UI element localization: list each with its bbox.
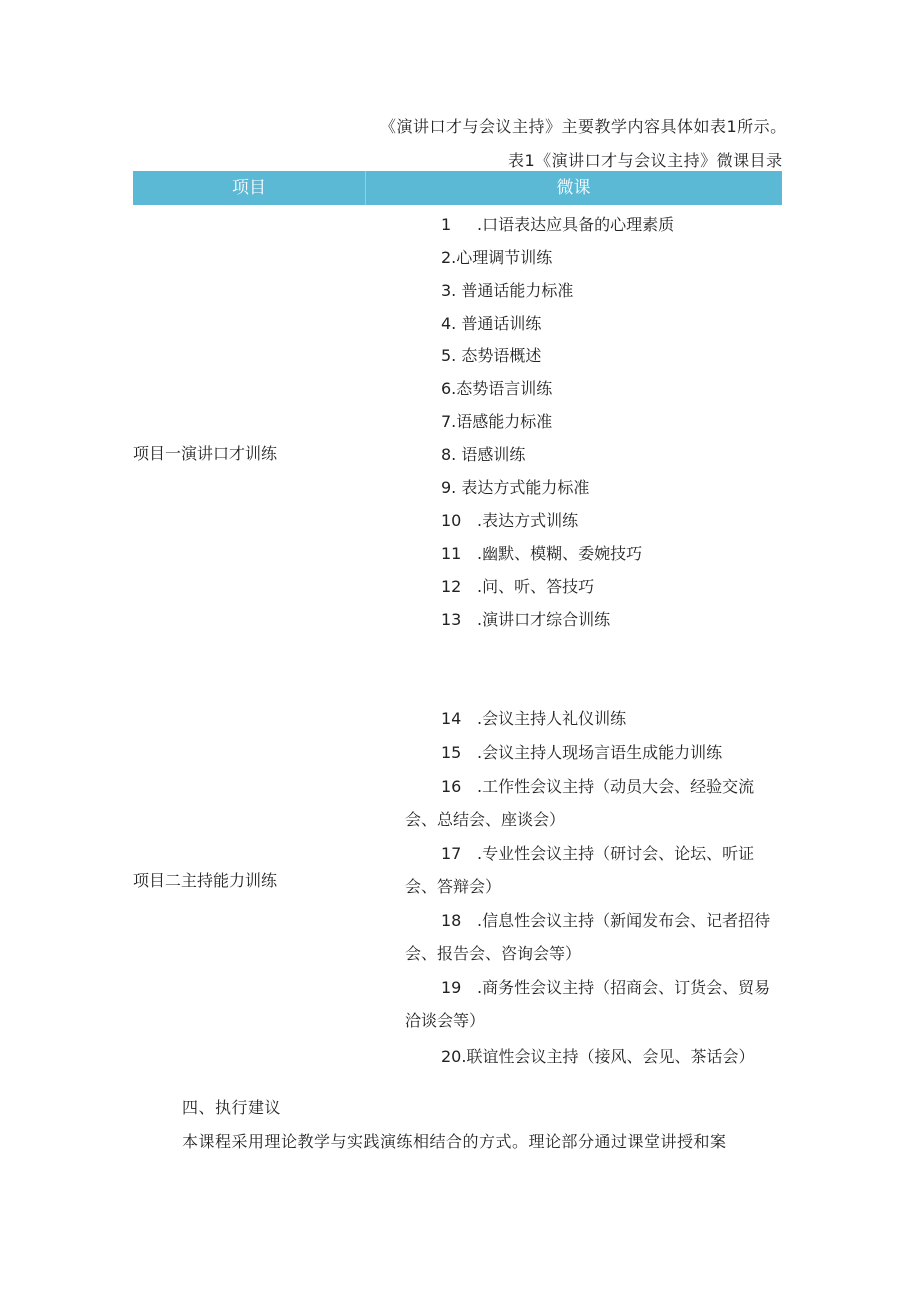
lesson-item	[441, 707, 626, 731]
lesson-title: .专业性会议主持（研讨会、论坛、听证会、答辩会）	[405, 844, 755, 896]
lesson-title: .表达方式训练	[477, 511, 579, 530]
lesson-number: 19	[441, 978, 462, 997]
lesson-title: .联谊性会议主持（接风、会见、茶话会）	[461, 1047, 755, 1066]
lesson-number: 3.	[441, 281, 457, 300]
lesson-number: 9.	[441, 478, 457, 497]
intro-text: 《演讲口才与会议主持》主要教学内容具体如表1所示。	[380, 117, 787, 136]
lesson-title: .问、听、答技巧	[477, 577, 595, 596]
lesson-item	[405, 971, 780, 1037]
header-lesson: 微课	[556, 178, 591, 198]
lesson-number: 18	[441, 911, 462, 930]
lesson-title: .会议主持人现场言语生成能力训练	[477, 743, 723, 762]
lesson-item	[441, 509, 578, 533]
lesson-number: 15	[441, 743, 462, 762]
lesson-title: .信息性会议主持（新闻发布会、记者招待会、报告会、咨询会等）	[405, 911, 771, 963]
lesson-item	[441, 312, 541, 336]
lesson-title: .商务性会议主持（招商会、订货会、贸易洽谈会等）	[405, 978, 771, 1030]
lesson-item	[405, 770, 780, 836]
lesson-title: .口语表达应具备的心理素质	[477, 215, 675, 234]
lesson-item	[441, 246, 552, 270]
lesson-title: .幽默、模糊、委婉技巧	[477, 544, 643, 563]
lesson-number: 14	[441, 709, 462, 728]
lesson-item	[441, 279, 573, 303]
lesson-item	[405, 837, 780, 903]
lesson-number: 12	[441, 577, 462, 596]
lesson-number: 2.	[441, 248, 457, 267]
lesson-item	[441, 476, 589, 500]
table-caption: 表1《演讲口才与会议主持》微课目录	[508, 151, 783, 170]
lesson-number: 16	[441, 777, 462, 796]
lesson-title: 态势语概述	[461, 346, 542, 365]
lesson-number: 10	[441, 511, 462, 530]
lesson-title: 普通话能力标准	[461, 281, 574, 300]
lesson-item	[405, 904, 780, 970]
lesson-title: .演讲口才综合训练	[477, 610, 611, 629]
lesson-number: 6.	[441, 379, 457, 398]
lesson-item	[441, 443, 525, 467]
lesson-number: 5.	[441, 346, 457, 365]
lesson-title: 语感训练	[461, 445, 526, 464]
lesson-title: .工作性会议主持（动员大会、经验交流会、总结会、座谈会）	[405, 777, 755, 829]
project-2-name: 项目二主持能力训练	[133, 871, 278, 890]
lesson-title: 态势语言训练	[456, 379, 553, 398]
lesson-title: 表达方式能力标准	[461, 478, 590, 497]
lesson-number: 1	[441, 215, 452, 234]
lesson-title: 语感能力标准	[456, 412, 553, 431]
lesson-number: 20	[441, 1047, 462, 1066]
table-header	[133, 171, 782, 205]
lesson-item	[441, 575, 594, 599]
header-project: 项目	[232, 178, 266, 198]
lesson-item	[441, 542, 642, 566]
lesson-number: 4.	[441, 314, 457, 333]
lesson-number: 17	[441, 844, 462, 863]
lesson-number: 8.	[441, 445, 457, 464]
lesson-title: 普通话训练	[461, 314, 542, 333]
section-paragraph: 本课程采用理论教学与实践演练相结合的方式。理论部分通过课堂讲授和案	[182, 1132, 727, 1151]
project-1-name: 项目一演讲口才训练	[133, 444, 278, 463]
lesson-number: 7.	[441, 412, 457, 431]
lesson-item	[441, 410, 552, 434]
lesson-item	[441, 344, 541, 368]
lesson-item-clipped	[405, 1038, 785, 1066]
lesson-item	[441, 741, 722, 765]
lesson-title: 心理调节训练	[456, 248, 553, 267]
lesson-number: 11	[441, 544, 462, 563]
lesson-item	[441, 213, 674, 237]
lesson-number: 13	[441, 610, 462, 629]
lesson-item	[441, 377, 552, 401]
lesson-title: .会议主持人礼仪训练	[477, 709, 627, 728]
section-heading: 四、执行建议	[182, 1098, 282, 1117]
lesson-item	[441, 608, 610, 632]
